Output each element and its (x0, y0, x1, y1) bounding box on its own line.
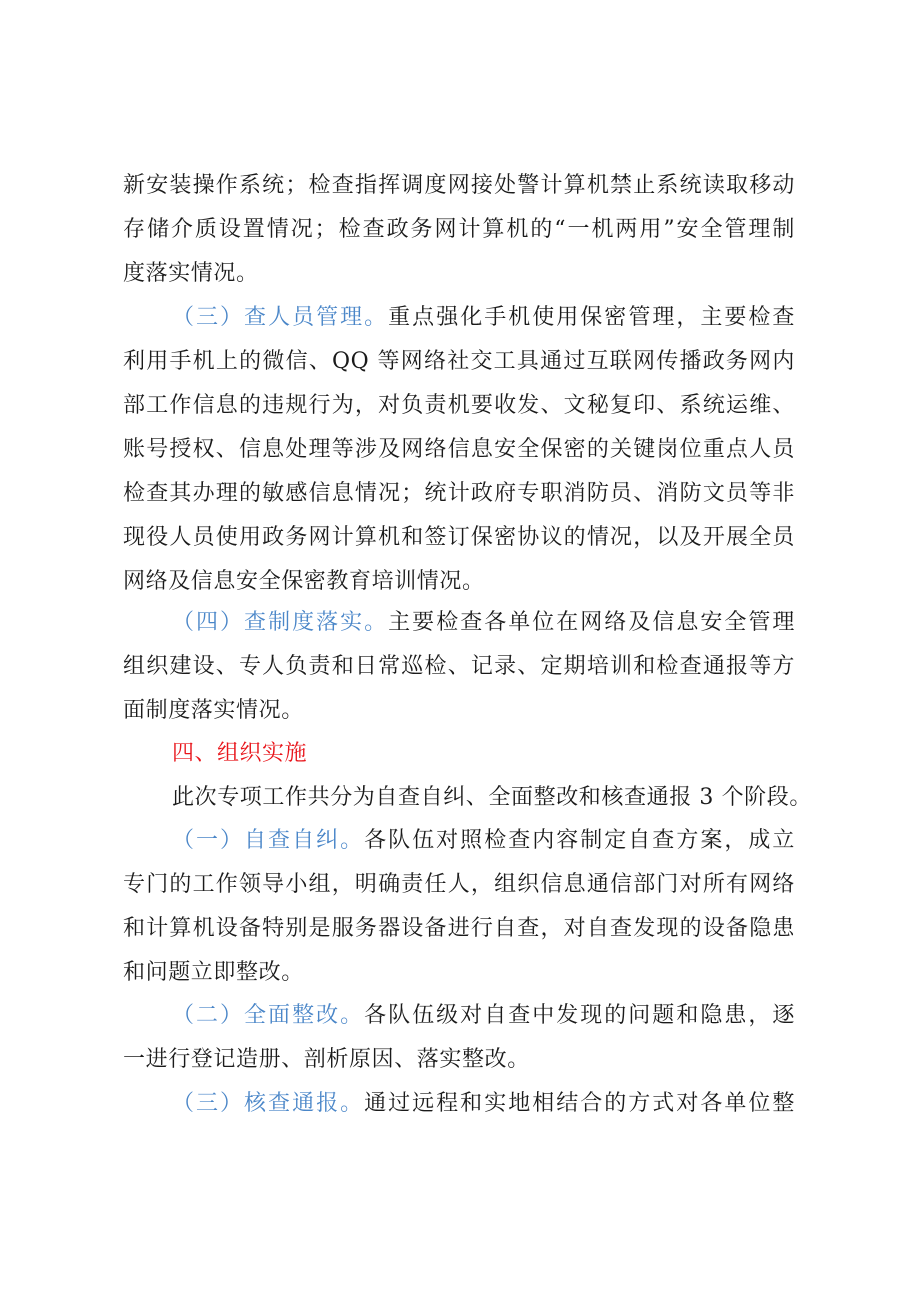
paragraph-line (123, 689, 795, 733)
body-text: 专门的工作领导小组，明确责任人，组织信息通信部门对所有网络 (123, 872, 795, 897)
paragraph-line (123, 384, 795, 428)
body-text: 和计算机设备特别是服务器设备进行自查，对自查发现的设备隐患 (123, 916, 795, 941)
paragraph-line (123, 516, 795, 560)
paragraph-line (172, 819, 795, 863)
body-text: 部工作信息的违规行为，对负责机要收发、文秘复印、系统运维、 (123, 393, 795, 418)
body-text: 网络及信息安全保密教育培训情况。 (123, 569, 485, 594)
paragraph-line (123, 340, 795, 384)
body-text: 新安装操作系统；检查指挥调度网接处警计算机禁止系统读取移动 (123, 173, 795, 198)
subsection-label: （一）自查自纠。 (172, 828, 365, 853)
body-text: 面制度落实情况。 (123, 698, 304, 723)
subsection-label: （二）全面整改。 (172, 1003, 365, 1028)
body-text: 度落实情况。 (123, 261, 259, 286)
paragraph-line (123, 428, 795, 472)
subsection-label: （三）核查通报。 (172, 1091, 365, 1116)
body-text: 账号授权、信息处理等涉及网络信息安全保密的关键岗位重点人员 (123, 437, 795, 462)
body-text: 组织建设、专人负责和日常巡检、记录、定期培训和检查通报等方 (123, 654, 795, 679)
body-text: 各队伍级对自查中发现的问题和隐患，逐 (364, 1003, 795, 1028)
section-heading: 四、组织实施 (172, 741, 308, 766)
paragraph-line (172, 776, 812, 820)
body-text: 一进行登记造册、剖析原因、落实整改。 (123, 1047, 530, 1072)
paragraph-line (123, 208, 795, 252)
subsection-label: （三）查人员管理。 (172, 305, 389, 330)
paragraph-line (172, 601, 795, 645)
paragraph-line (123, 252, 795, 296)
body-text: 现役人员使用政务网计算机和签订保密协议的情况，以及开展全员 (123, 525, 795, 550)
paragraph-line (172, 1082, 795, 1126)
paragraph-line (123, 863, 795, 907)
body-text: 此次专项工作共分为自查自纠、全面整改和核查通报 3 个阶段。 (172, 785, 812, 810)
paragraph-line (123, 560, 795, 604)
body-text: 利用手机上的微信、QQ 等网络社交工具通过互联网传播政务网内 (123, 349, 795, 374)
paragraph-line (123, 1038, 795, 1082)
paragraph-line (172, 994, 795, 1038)
body-text: 和问题立即整改。 (123, 960, 304, 985)
paragraph-line (172, 296, 795, 340)
body-text: 各队伍对照检查内容制定自查方案，成立 (364, 828, 795, 853)
paragraph-line (123, 164, 795, 208)
paragraph-line (123, 645, 795, 689)
paragraph-line (123, 472, 795, 516)
body-text: 主要检查各单位在网络及信息安全管理 (388, 610, 796, 635)
body-text: 重点强化手机使用保密管理，主要检查 (388, 305, 796, 330)
paragraph-line (123, 907, 795, 951)
subsection-label: （四）查制度落实。 (172, 610, 389, 635)
body-text: 检查其办理的敏感信息情况；统计政府专职消防员、消防文员等非 (123, 481, 795, 506)
body-text: 存储介质设置情况；检查政务网计算机的“一机两用”安全管理制 (123, 217, 795, 242)
body-text: 通过远程和实地相结合的方式对各单位整 (364, 1091, 795, 1116)
paragraph-line (123, 951, 795, 995)
